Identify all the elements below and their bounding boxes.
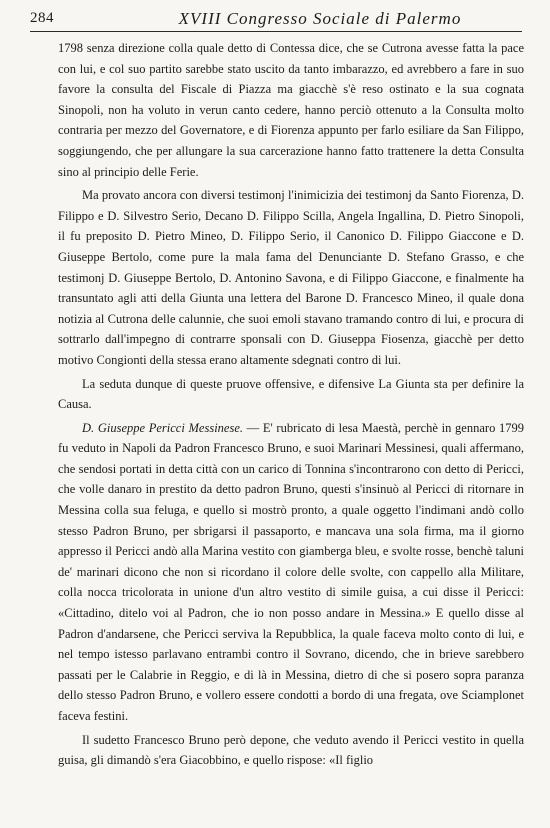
page-header bbox=[30, 8, 520, 32]
page-number: 284 bbox=[30, 10, 54, 26]
paragraph-2: Ma provato ancora con diversi testimonj l'inimicizia dei testimonj da Santo Fiorenza, D. Filippo e D. Silvestro Serio, Decano D. Filippo Scilla, Angela Ingallina, D. Pietro Sinopoli, il fu preposito D. Pietro Mineo, D. Filippo Serio, il Canonico D. Filippo Giaccone e D. Giuseppe Bertolo, come pure la mala fama del Denunciante D. Stefano Grasso, e che testimonj D. Giuseppe Bertolo, D. Antonino Savona, e di Filippo Giaccone, e finalmente ha transuntato agli atti della Giunta una lettera del Barone D. Francesco Mineo, il quale dona notizia al Cutrona delle calunnie, che suoi emoli stavano tramando contro di lui, e procura di sottrarlo dall'impegno di contrarre sponsali con D. Giuseppa Fiosenza, giacchè per detto motivo Congionti della stessa erano altamente sdegnati contro di lui. bbox=[58, 188, 524, 367]
body-text bbox=[58, 38, 524, 774]
paragraph-4 bbox=[58, 418, 524, 727]
section-heading: D. Giuseppe Pericci Messinese. bbox=[82, 420, 243, 435]
paragraph-1: 1798 senza direzione colla quale detto di Contessa dice, che se Cutrona avesse fatta la pace con lui, e col suo partito sarebbe stato uscito da tanto imbarazzo, ed avrebbero a fare in suo favore la consulta del Fiscale di Piazza ma giacchè s'è reso ostinato e la sua cognata Sinopoli, non ha voluto in verun canto cedere, hanno perciò ottenuto a la Consulta molto contraria per mezzo del Governatore, e di Fiorenza appunto per farlo esiliare da San Filippo, soggiungendo, che per allungare la sua carcerazione hanno fatto trattenere la detta Consulta sino al principio delle Ferie. bbox=[58, 41, 524, 179]
header-rule bbox=[30, 31, 522, 32]
paragraph-5: Il sudetto Francesco Bruno però depone, che veduto avendo il Pericci vestito in quella guisa, gli dimandò s'era Giacobbino, e quello rispose: «Il figlio bbox=[58, 732, 524, 768]
paragraph-3: La seduta dunque di queste pruove offensive, e difensive La Giunta sta per definire la Causa. bbox=[58, 376, 524, 412]
running-title: XVIII Congresso Sociale di Palermo bbox=[178, 9, 462, 28]
paragraph-4-text: — E' rubricato di lesa Maestà, perchè in gennaro 1799 fu veduto in Napoli da Padron Francesco Bruno, e suoi Marinari Messinesi, quali affermano, che sendosi portati in detta città con un carico di Tonnina s'incontrarono con detto di Pericci, che volle danaro in prestito da detto padron Bruno, questi s'insinuò al Pericci di ritornare in Messina colla sua feluga, e quello si mostrò pronto, a quale oggetto l'indimani andò collo stesso Padron Bruno, per sbrigarsi il passaporto, e mancava una sola firma, ma il giorno appresso il Pericci andò alla Marina vestito con giamberga bleu, e svolte rosse, benchè taluni de' marinari dicono che non si ricordano il colore delle svolte, con cappello alla Militare, colla nocca tricolorata in unione d'un altro vestito di simile guisa, a cui disse il Pericci: «Cittadino, ditelo voi al Padron, che io non posso andare in Messina.» E quello disse al Padron d'andarsene, che Pericci serviva la Repubblica, la quale faceva molto conto di lui, e nel tempo istesso parlavano entrambi contro il Sovrano, dicendo, che in brieve sarebbero passati per le Calabrie in Reggio, e di là in Messina, dietro di che si posero sopra paranza dello stesso Padron Bruno, e vollero essere condotti a bordo di una fregata, ove Sciamplonet faceva festini. bbox=[58, 420, 524, 723]
